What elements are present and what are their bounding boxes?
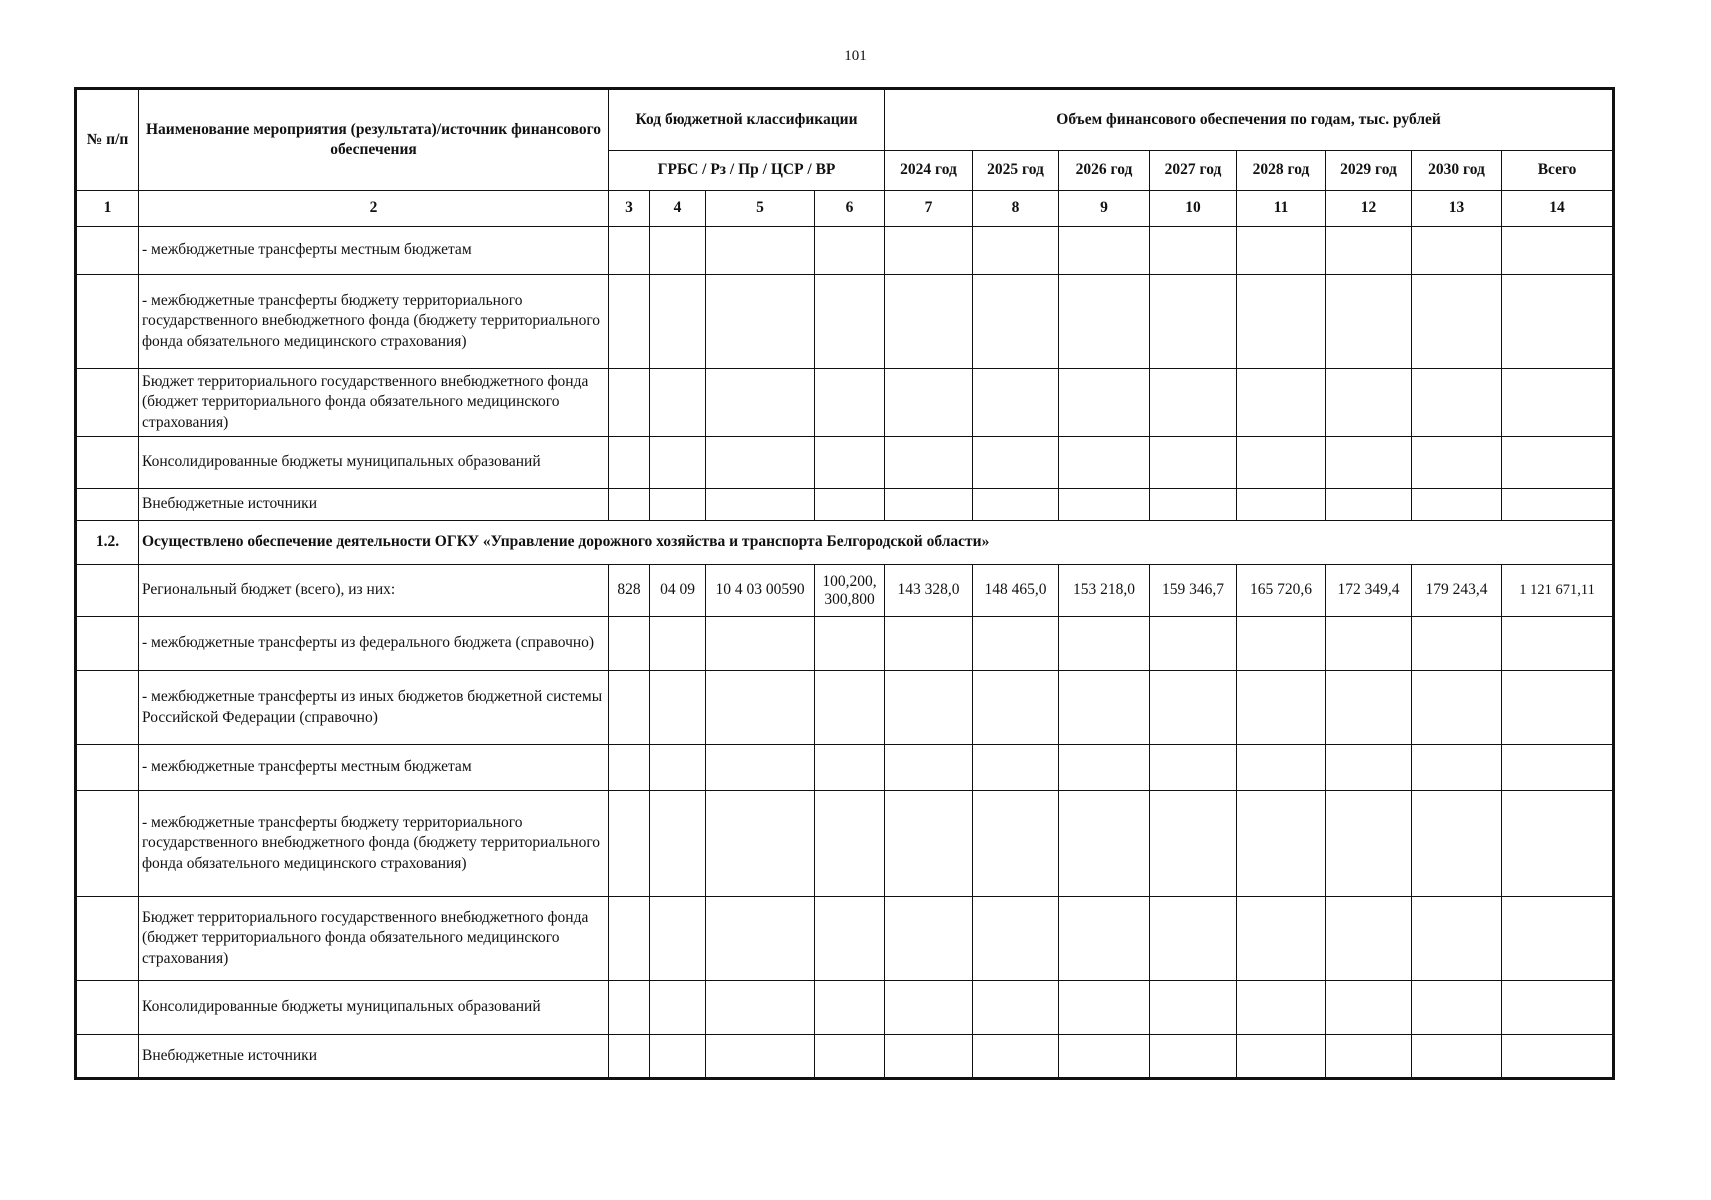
header-year: 2025 год — [973, 151, 1059, 191]
code-vr: 100,200, 300,800 — [815, 565, 885, 617]
regional-budget-row — [76, 565, 1614, 617]
table-row — [76, 369, 1614, 437]
budget-table — [74, 87, 1615, 1080]
rows-top — [76, 227, 1614, 521]
row-label: Бюджет территориального государственного внебюджетного фонда (бюджет территориального фонда обязательного медицинского страхования) — [139, 369, 609, 437]
header-num: № п/п — [76, 89, 139, 191]
value-2029: 172 349,4 — [1326, 565, 1412, 617]
numbering-row — [76, 191, 1614, 227]
row-label: - межбюджетные трансферты из федерального бюджета (справочно) — [139, 617, 609, 671]
code-rz-pr: 04 09 — [650, 565, 706, 617]
table-row — [76, 745, 1614, 791]
table-row — [76, 275, 1614, 369]
table-row — [76, 227, 1614, 275]
value-2028: 165 720,6 — [1237, 565, 1326, 617]
value-2025: 148 465,0 — [973, 565, 1059, 617]
header-year: 2028 год — [1237, 151, 1326, 191]
rows-bottom — [76, 617, 1614, 1079]
header-code-sub: ГРБС / Рз / Пр / ЦСР / ВР — [609, 151, 885, 191]
col-number: 5 — [706, 191, 815, 227]
code-csr: 10 4 03 00590 — [706, 565, 815, 617]
section-index: 1.2. — [76, 521, 139, 565]
header-code: Код бюджетной классификации — [609, 89, 885, 151]
row-label: Внебюджетные источники — [139, 1035, 609, 1079]
regional-budget-label: Региональный бюджет (всего), из них: — [139, 565, 609, 617]
row-label: Консолидированные бюджеты муниципальных образований — [139, 981, 609, 1035]
header-year: 2027 год — [1150, 151, 1237, 191]
section-row — [76, 521, 1614, 565]
row-label: Внебюджетные источники — [139, 489, 609, 521]
table-row — [76, 791, 1614, 897]
col-number: 6 — [815, 191, 885, 227]
table-row — [76, 489, 1614, 521]
row-label: - межбюджетные трансферты бюджету территориального государственного внебюджетного фонда (бюджету территориального фонда обязательного медицинского страхования) — [139, 791, 609, 897]
col-number: 10 — [1150, 191, 1237, 227]
header-year: 2024 год — [885, 151, 973, 191]
header-volume: Объем финансового обеспечения по годам, тыс. рублей — [885, 89, 1614, 151]
header-year: 2026 год — [1059, 151, 1150, 191]
header-year: 2030 год — [1412, 151, 1502, 191]
table-row — [76, 617, 1614, 671]
value-total: 1 121 671,11 — [1502, 565, 1614, 617]
table-row — [76, 1035, 1614, 1079]
col-number: 13 — [1412, 191, 1502, 227]
col-number: 4 — [650, 191, 706, 227]
table-row — [76, 437, 1614, 489]
col-number: 14 — [1502, 191, 1614, 227]
col-number: 3 — [609, 191, 650, 227]
col-number: 11 — [1237, 191, 1326, 227]
row-label: Бюджет территориального государственного внебюджетного фонда (бюджет территориального фонда обязательного медицинского страхования) — [139, 897, 609, 981]
row-label: - межбюджетные трансферты местным бюджетам — [139, 745, 609, 791]
page-number: 101 — [844, 48, 867, 64]
row-label: - межбюджетные трансферты местным бюджетам — [139, 227, 609, 275]
header-total: Всего — [1502, 151, 1614, 191]
row-label: - межбюджетные трансферты из иных бюджетов бюджетной системы Российской Федерации (справочно) — [139, 671, 609, 745]
table-row — [76, 897, 1614, 981]
value-2026: 153 218,0 — [1059, 565, 1150, 617]
table-row — [76, 981, 1614, 1035]
col-number: 9 — [1059, 191, 1150, 227]
value-2027: 159 346,7 — [1150, 565, 1237, 617]
col-number: 1 — [76, 191, 139, 227]
header-year: 2029 год — [1326, 151, 1412, 191]
row-label: Консолидированные бюджеты муниципальных образований — [139, 437, 609, 489]
col-number: 12 — [1326, 191, 1412, 227]
value-2030: 179 243,4 — [1412, 565, 1502, 617]
value-2024: 143 328,0 — [885, 565, 973, 617]
code-grbs: 828 — [609, 565, 650, 617]
section-title: Осуществлено обеспечение деятельности ОГКУ «Управление дорожного хозяйства и транспорта Белгородской области» — [139, 521, 1614, 565]
header-name: Наименование мероприятия (результата)/источник финансового обеспечения — [139, 89, 609, 191]
col-number: 7 — [885, 191, 973, 227]
col-number: 2 — [139, 191, 609, 227]
table-row — [76, 671, 1614, 745]
col-number: 8 — [973, 191, 1059, 227]
row-label: - межбюджетные трансферты бюджету территориального государственного внебюджетного фонда (бюджету территориального фонда обязательного медицинского страхования) — [139, 275, 609, 369]
